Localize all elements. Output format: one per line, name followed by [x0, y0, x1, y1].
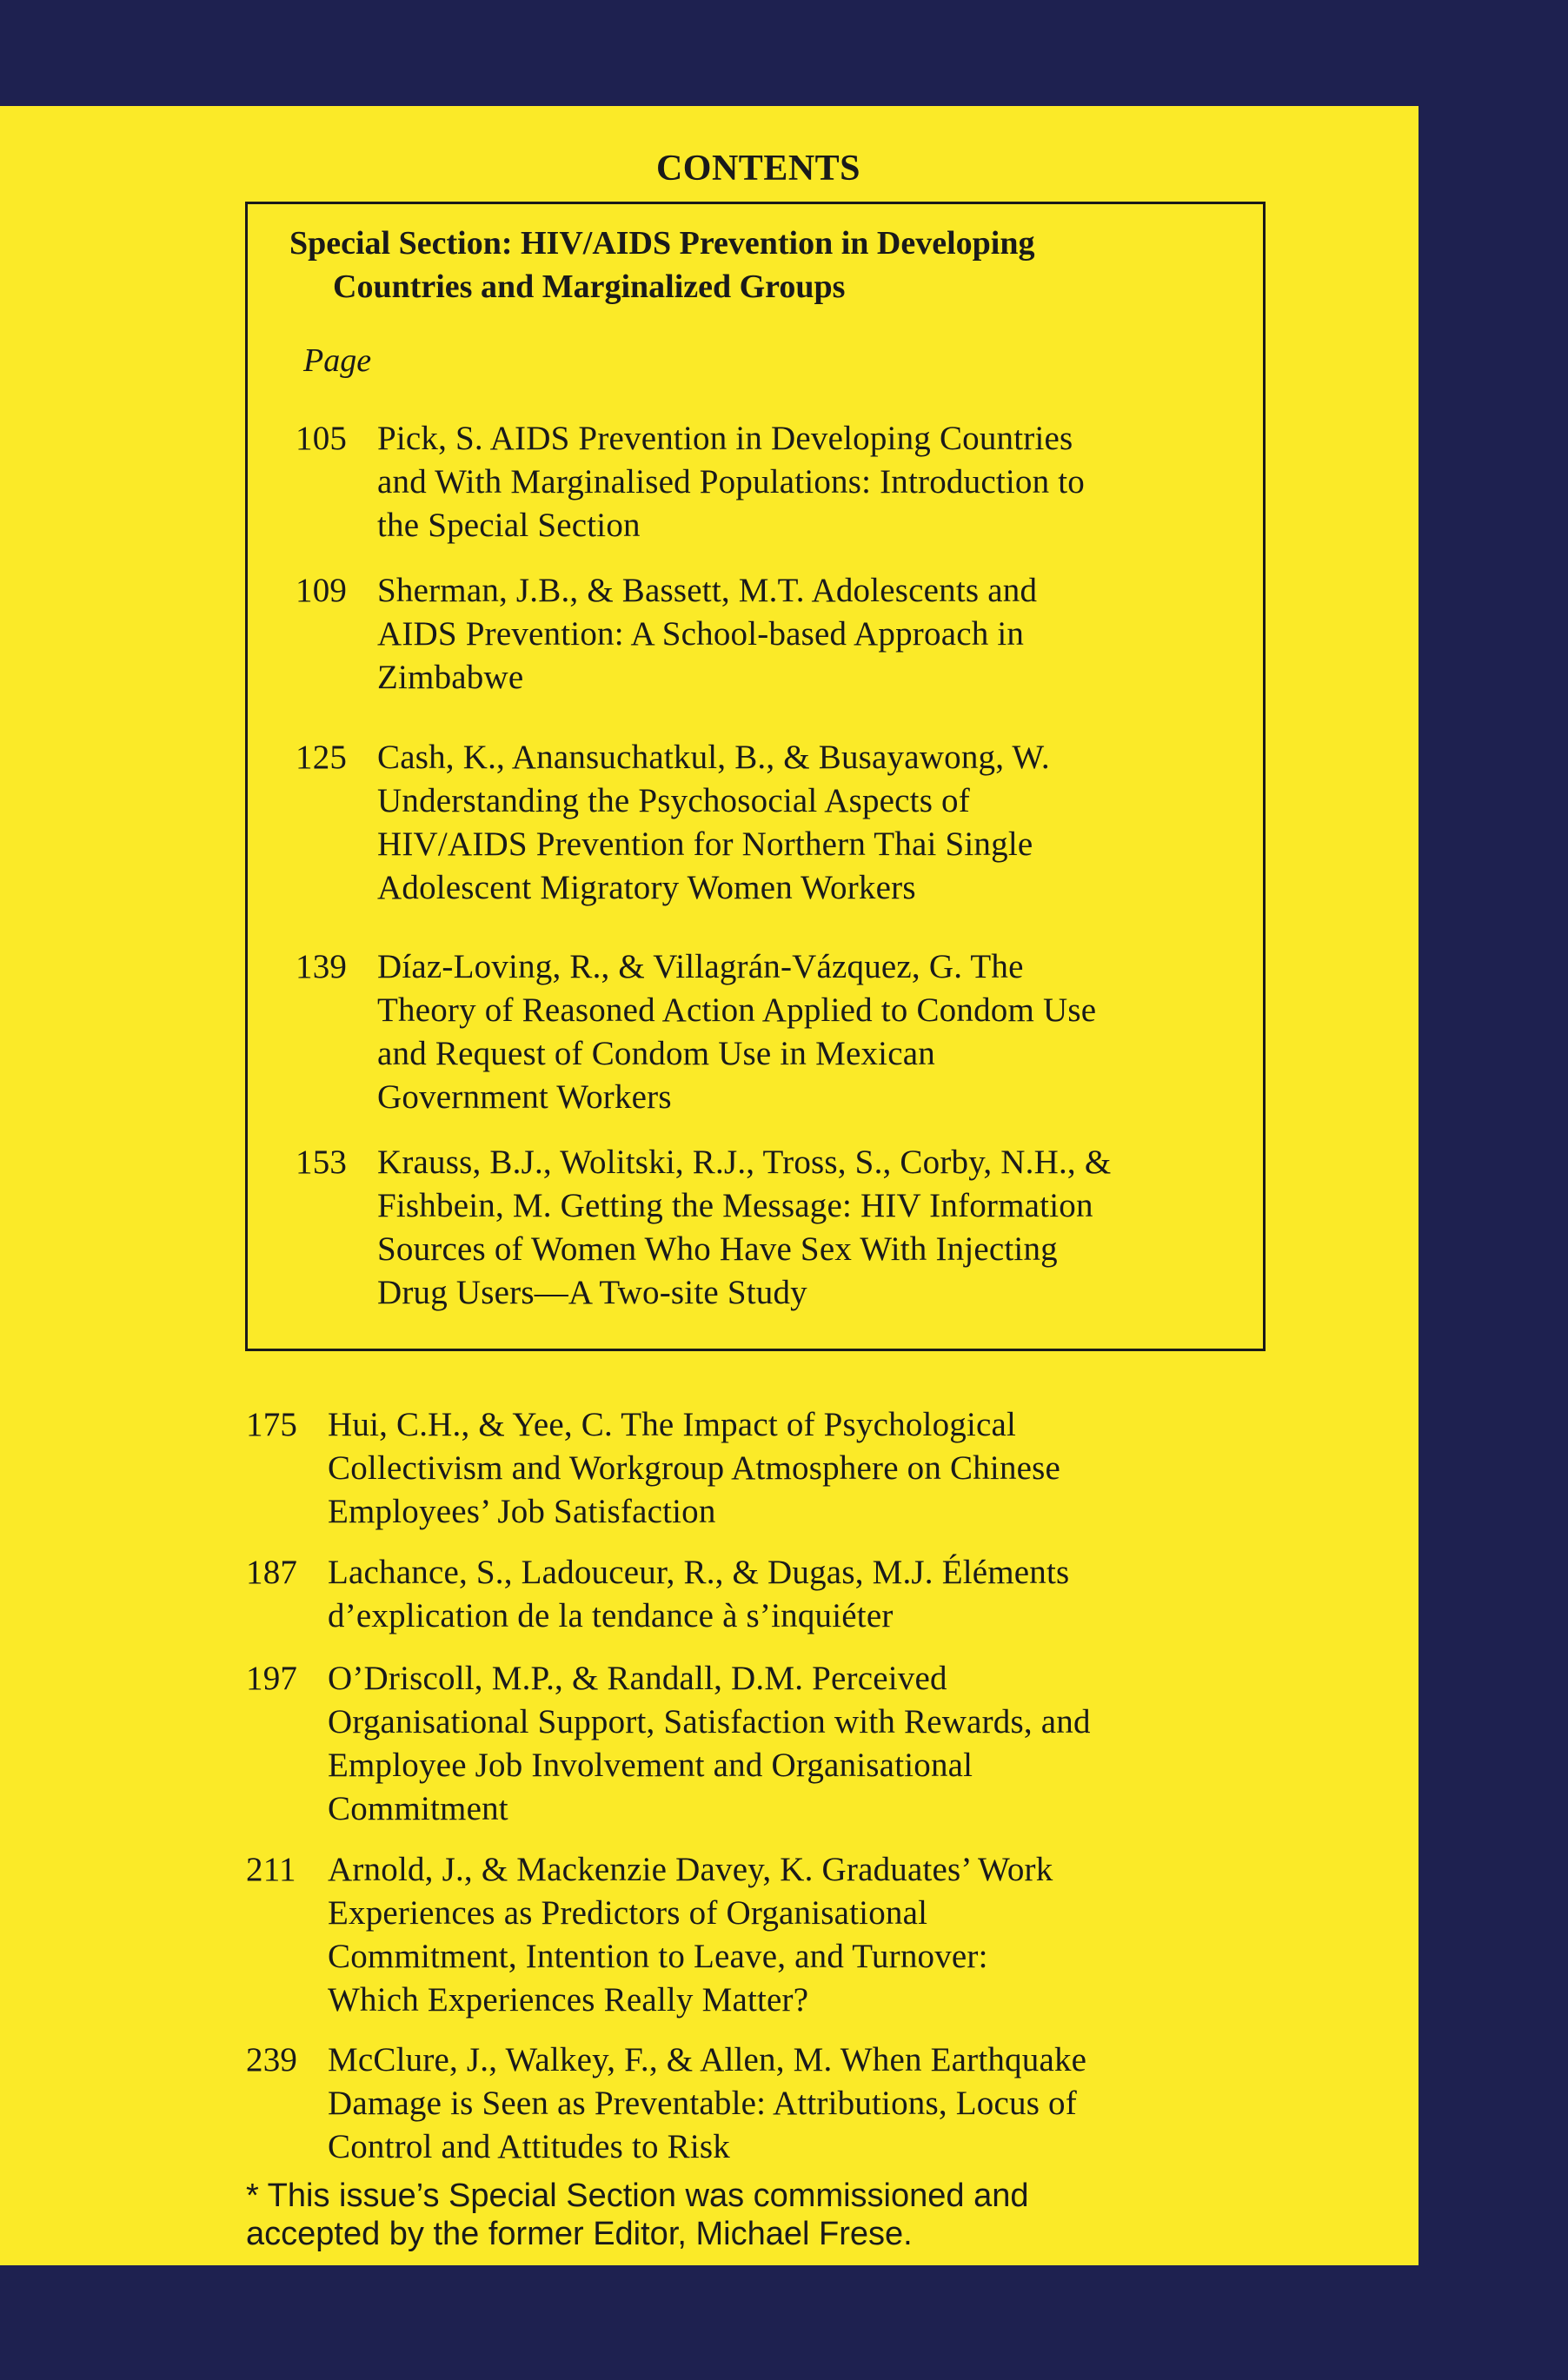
toc-entry-text — [377, 945, 1246, 1119]
page-column-label: Page — [303, 342, 372, 379]
toc-entry-line: O’Driscoll, M.P., & Randall, D.M. Perceived — [328, 1660, 947, 1697]
toc-entry-line: Employees’ Job Satisfaction — [328, 1493, 716, 1530]
toc-entry-line: Sherman, J.B., & Bassett, M.T. Adolescents and — [377, 572, 1038, 609]
toc-entry-line: Government Workers — [377, 1078, 672, 1116]
toc-page-number: 187 — [246, 1554, 298, 1591]
toc-entry-line: and With Marginalised Populations: Introduction to — [377, 463, 1085, 501]
toc-entry-text — [377, 569, 1246, 699]
toc-entry-line: Hui, C.H., & Yee, C. The Impact of Psychological — [328, 1406, 1017, 1443]
toc-page-number: 153 — [296, 1144, 348, 1181]
toc-entry-line: Understanding the Psychosocial Aspects of — [377, 782, 970, 819]
toc-entry-line: Díaz-Loving, R., & Villagrán-Vázquez, G. The — [377, 948, 1024, 985]
toc-entry-text — [328, 1551, 1510, 1638]
toc-entry-line: and Request of Condom Use in Mexican — [377, 1035, 935, 1072]
toc-page-number: 125 — [296, 739, 348, 776]
toc-entry-text — [328, 1403, 1510, 1534]
toc-entry-text — [328, 1848, 1510, 2022]
footnote-line: * This issue’s Special Section was commissioned and — [246, 2178, 1029, 2214]
toc-entry-line: Arnold, J., & Mackenzie Davey, K. Graduates’ Work — [328, 1851, 1053, 1888]
toc-page-number: 109 — [296, 572, 348, 609]
toc-entry-line: d’explication de la tendance à s’inquiéter — [328, 1597, 894, 1634]
toc-entry-line: Sources of Women Who Have Sex With Injecting — [377, 1230, 1058, 1268]
toc-entry-text — [328, 1657, 1510, 1831]
toc-entry-line: the Special Section — [377, 507, 641, 544]
toc-entry-line: Organisational Support, Satisfaction with Rewards, and — [328, 1703, 1091, 1740]
toc-entry-line: Lachance, S., Ladouceur, R., & Dugas, M.J. Éléments — [328, 1554, 1070, 1591]
toc-entry-line: Krauss, B.J., Wolitski, R.J., Tross, S., Corby, N.H., & — [377, 1144, 1112, 1181]
special-section-heading-line: Countries and Marginalized Groups — [333, 268, 846, 305]
toc-entry-line: Commitment, Intention to Leave, and Turnover: — [328, 1938, 988, 1975]
toc-entry-line: Control and Attitudes to Risk — [328, 2128, 730, 2165]
toc-page-number: 239 — [246, 2041, 298, 2078]
toc-entry-line: Drug Users—A Two-site Study — [377, 1274, 807, 1311]
toc-page-number: 175 — [246, 1406, 298, 1443]
special-section-heading — [289, 222, 1228, 308]
toc-page-number: 105 — [296, 420, 348, 457]
toc-entry-line: McClure, J., Walkey, F., & Allen, M. When Earthquake — [328, 2041, 1087, 2078]
toc-page-number: 211 — [246, 1851, 296, 1888]
contents-title: CONTENTS — [655, 149, 861, 189]
toc-page-number: 139 — [296, 948, 348, 985]
toc-entry-line: AIDS Prevention: A School-based Approach in — [377, 615, 1025, 653]
toc-entry-text — [328, 2039, 1510, 2169]
toc-entry-text — [377, 417, 1246, 547]
toc-entry-line: Commitment — [328, 1790, 508, 1827]
toc-entry-line: Fishbein, M. Getting the Message: HIV Information — [377, 1187, 1093, 1224]
special-section-heading-line: Special Section: HIV/AIDS Prevention in Developing — [289, 225, 1035, 262]
toc-entry-line: Employee Job Involvement and Organisational — [328, 1747, 973, 1784]
contents-page — [0, 106, 1419, 2265]
special-section-box — [245, 202, 1266, 1351]
toc-entry-line: Adolescent Migratory Women Workers — [377, 869, 916, 906]
toc-entry-line: Zimbabwe — [377, 659, 524, 696]
footnote — [246, 2177, 1376, 2253]
toc-page-number: 197 — [246, 1660, 298, 1697]
toc-entry-line: Pick, S. AIDS Prevention in Developing Countries — [377, 420, 1073, 457]
toc-entry-line: HIV/AIDS Prevention for Northern Thai Single — [377, 825, 1033, 863]
toc-entry-line: Cash, K., Anansuchatkul, B., & Busayawong, W. — [377, 739, 1050, 776]
toc-entry-line: Damage is Seen as Preventable: Attributions, Locus of — [328, 2085, 1077, 2122]
toc-entry-text — [377, 736, 1246, 910]
toc-entry-line: Which Experiences Really Matter? — [328, 1981, 809, 2019]
toc-entry-line: Theory of Reasoned Action Applied to Condom Use — [377, 991, 1097, 1029]
toc-entry-line: Collectivism and Workgroup Atmosphere on Chinese — [328, 1449, 1061, 1487]
toc-entry-line: Experiences as Predictors of Organisational — [328, 1894, 928, 1932]
footnote-line: accepted by the former Editor, Michael Frese. — [246, 2216, 913, 2252]
toc-entry-text — [377, 1141, 1246, 1315]
